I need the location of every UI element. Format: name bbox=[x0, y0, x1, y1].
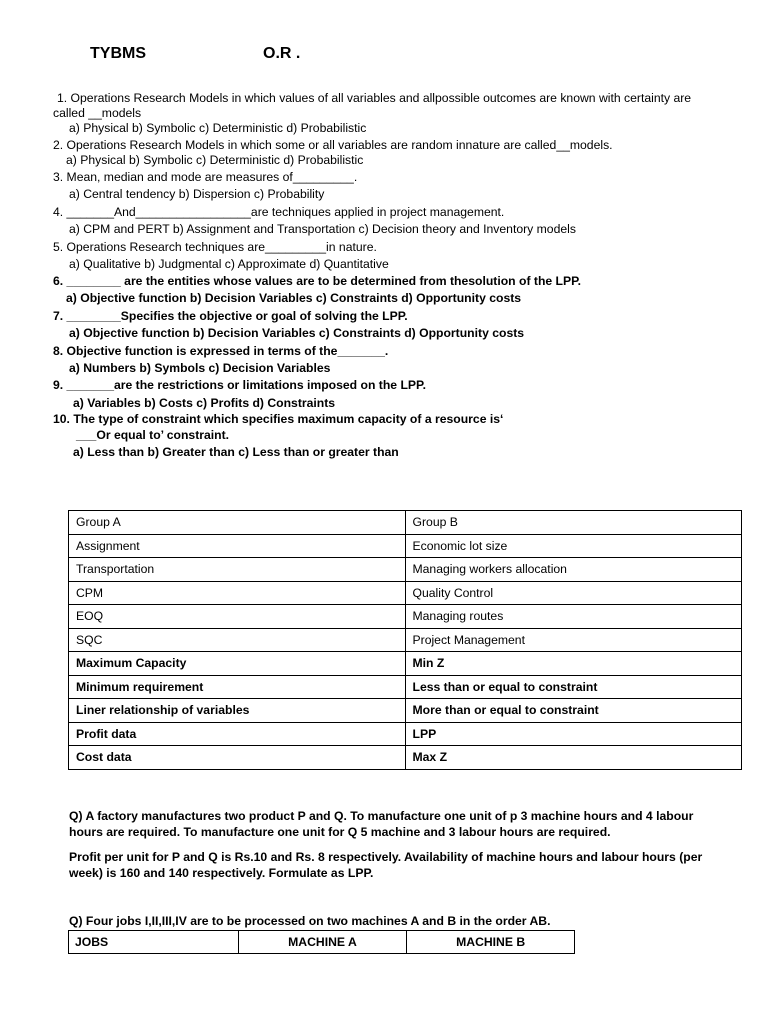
mcq-line: 2. Operations Research Models in which some or all variables are random innature are called__models. bbox=[53, 138, 613, 152]
group-b-cell: Max Z bbox=[405, 746, 742, 770]
jobs-header-row bbox=[69, 931, 575, 954]
table-row bbox=[69, 581, 742, 605]
table-row bbox=[69, 605, 742, 629]
group-b-cell: Quality Control bbox=[405, 581, 742, 605]
group-b-cell: Managing routes bbox=[405, 605, 742, 629]
machine-b-header: MACHINE B bbox=[407, 931, 575, 954]
mcq-line: a) Objective function b) Decision Variables c) Constraints d) Opportunity costs bbox=[69, 326, 525, 340]
group-a-cell: Minimum requirement bbox=[69, 675, 406, 699]
table-row bbox=[69, 675, 742, 699]
jobs-header: JOBS bbox=[69, 931, 239, 954]
mcq-line: a) Physical b) Symbolic c) Deterministic d) Probabilistic bbox=[66, 153, 364, 167]
jobs-table bbox=[68, 930, 575, 954]
mcq-line: 8. Objective function is expressed in terms of the_______. bbox=[53, 344, 389, 358]
match-table bbox=[68, 510, 742, 770]
mcq-line: ___Or equal to’ constraint. bbox=[76, 428, 230, 442]
table-row bbox=[69, 558, 742, 582]
mcq-line: a) Physical b) Symbolic c) Deterministic d) Probabilistic bbox=[69, 121, 367, 135]
question-jobs: Q) Four jobs I,II,III,IV are to be processed on two machines A and B in the order AB. bbox=[69, 914, 551, 928]
mcq-line: 1. Operations Research Models in which values of all variables and allpossible outcomes are known with certainty are bbox=[57, 91, 692, 105]
machine-a-header: MACHINE A bbox=[238, 931, 407, 954]
mcq-line: 3. Mean, median and mode are measures of_________. bbox=[53, 170, 358, 184]
mcq-line: 7. ________Specifies the objective or goal of solving the LPP. bbox=[53, 309, 408, 323]
table-row bbox=[69, 628, 742, 652]
table-row bbox=[69, 534, 742, 558]
course-title: TYBMS bbox=[90, 45, 146, 62]
group-b-cell: Group B bbox=[405, 511, 742, 535]
group-b-cell: Managing workers allocation bbox=[405, 558, 742, 582]
mcq-line: a) Less than b) Greater than c) Less than or greater than bbox=[73, 445, 399, 459]
table-row bbox=[69, 722, 742, 746]
mcq-line: called __models bbox=[53, 106, 142, 120]
table-row bbox=[69, 699, 742, 723]
group-a-cell: EOQ bbox=[69, 605, 406, 629]
group-b-cell: Project Management bbox=[405, 628, 742, 652]
group-a-cell: Liner relationship of variables bbox=[69, 699, 406, 723]
mcq-line: a) Objective function b) Decision Variables c) Constraints d) Opportunity costs bbox=[66, 291, 522, 305]
group-b-cell: Economic lot size bbox=[405, 534, 742, 558]
group-b-cell: LPP bbox=[405, 722, 742, 746]
group-a-cell: Profit data bbox=[69, 722, 406, 746]
mcq-line: a) Numbers b) Symbols c) Decision Variables bbox=[69, 361, 331, 375]
mcq-line: a) Central tendency b) Dispersion c) Probability bbox=[69, 187, 325, 201]
group-b-cell: More than or equal to constraint bbox=[405, 699, 742, 723]
mcq-line: a) CPM and PERT b) Assignment and Transportation c) Decision theory and Inventory models bbox=[69, 222, 576, 236]
group-b-cell: Min Z bbox=[405, 652, 742, 676]
group-a-cell: Transportation bbox=[69, 558, 406, 582]
mcq-line: 4. _______And_________________are techniques applied in project management. bbox=[53, 205, 505, 219]
group-a-cell: Group A bbox=[69, 511, 406, 535]
mcq-line: 10. The type of constraint which specifies maximum capacity of a resource is‘ bbox=[53, 412, 504, 426]
mcq-line: 5. Operations Research techniques are_________in nature. bbox=[53, 240, 377, 254]
subject-title: O.R . bbox=[263, 45, 301, 62]
question-factory-para2: Profit per unit for P and Q is Rs.10 and Rs. 8 respectively. Availability of machine hours and labour hours (per week) is 160 and 140 respectively. Formulate as LPP. bbox=[69, 850, 703, 880]
group-a-cell: SQC bbox=[69, 628, 406, 652]
table-row bbox=[69, 511, 742, 535]
group-a-cell: Assignment bbox=[69, 534, 406, 558]
mcq-line: 6. ________ are the entities whose values are to be determined from thesolution of the LPP. bbox=[53, 274, 582, 288]
group-a-cell: Maximum Capacity bbox=[69, 652, 406, 676]
group-b-cell: Less than or equal to constraint bbox=[405, 675, 742, 699]
table-row bbox=[69, 746, 742, 770]
question-factory-para1: Q) A factory manufactures two product P and Q. To manufacture one unit of p 3 machine hours and 4 labour hours are required. To manufacture one unit for Q 5 machine and 3 labour hours are required. bbox=[69, 809, 694, 839]
mcq-line: 9. _______are the restrictions or limitations imposed on the LPP. bbox=[53, 378, 426, 392]
group-a-cell: CPM bbox=[69, 581, 406, 605]
group-a-cell: Cost data bbox=[69, 746, 406, 770]
mcq-line: a) Qualitative b) Judgmental c) Approximate d) Quantitative bbox=[69, 257, 389, 271]
mcq-line: a) Variables b) Costs c) Profits d) Constraints bbox=[73, 396, 336, 410]
table-row bbox=[69, 652, 742, 676]
